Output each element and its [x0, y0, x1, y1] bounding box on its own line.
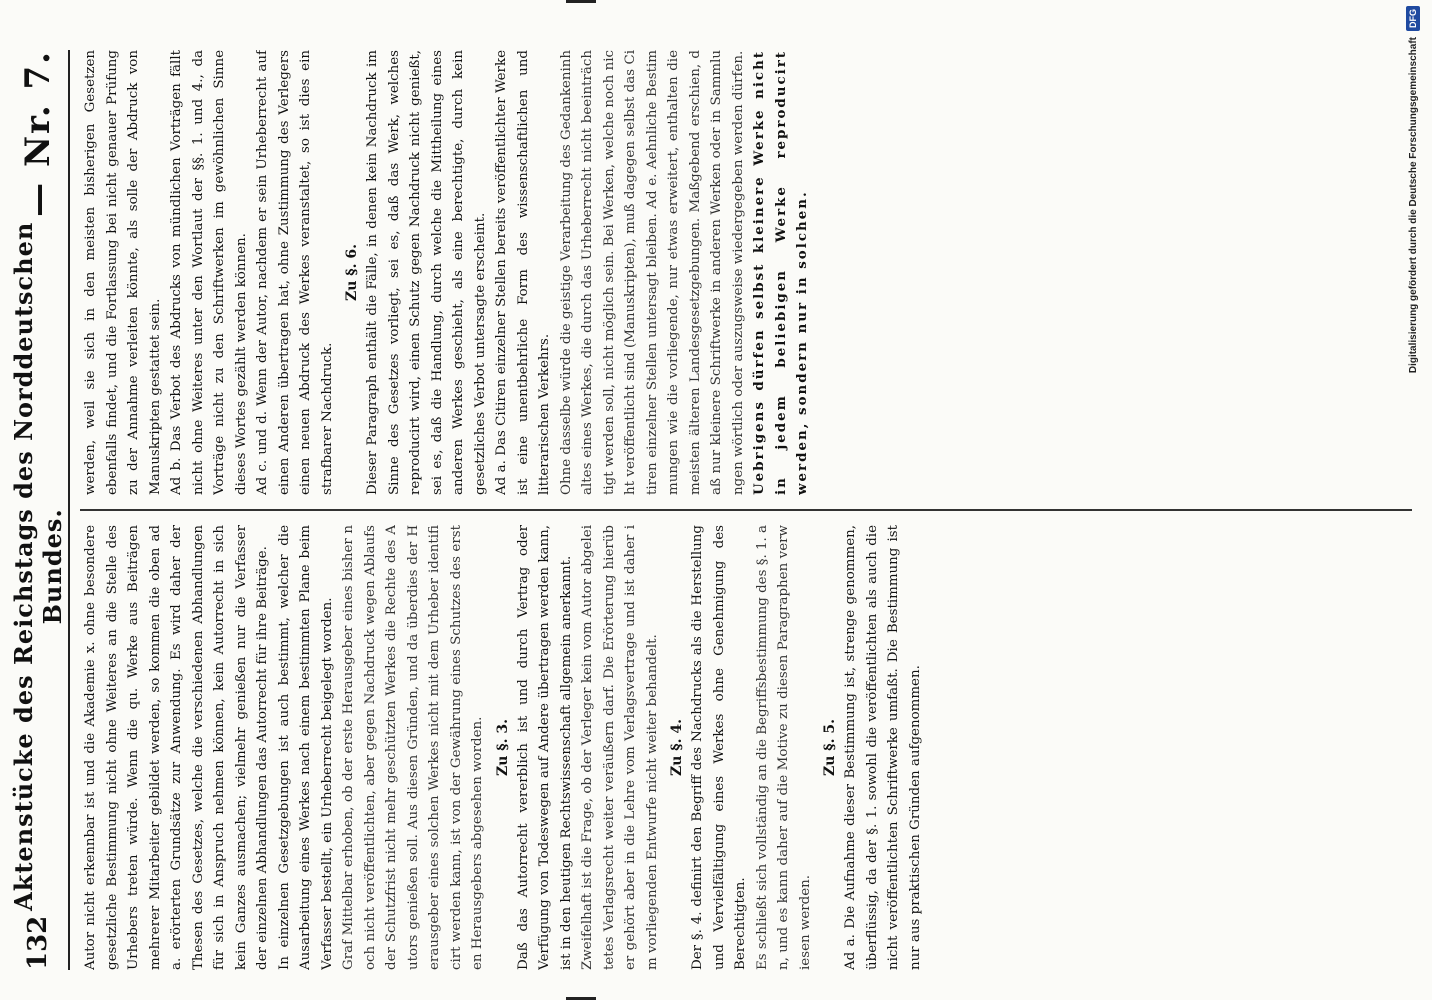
left-rest-2: Aus diesen Gründen, und da überdies der Herausgeber eines solchen Werkes nicht mit dem Urheber identificirt werden kann, ist von der Gewährung eines Schutzes des ersten Herausgebers abgesehen worden.: [405, 525, 485, 970]
left-paragraph-2: In einzelnen Gesetzgebungen ist auch bestimmt, welcher die Ausarbeitung eines Werkes nach einem bestimmten Plane beim Verfasser bestellt, ein Urheberrecht beigelegt worden.: [276, 525, 335, 970]
left-rest-4: Es schließt sich vollständig an die Begriffsbestimmung des §. 1. an, und es kann daher auf die Motive zu diesen Paragraphen verwiesen werden.: [754, 525, 813, 970]
issue-number: — Nr. 7.: [18, 50, 58, 217]
page-number: 132: [23, 915, 53, 970]
right-paragraph-1: werden, weil sie sich in den meisten bisherigen Gesetzen ebenfalls findet, und die Fortlassung bei nicht genauer Prüfung zu der Annahme verleiten könnte, als solle der Abdruck von Manuskripten gestattet sein.: [83, 50, 163, 495]
left-continuation-3: [752, 525, 817, 970]
running-title: Aktenstücke des Reichstags des Norddeutschen Bundes.: [9, 221, 67, 911]
left-heading-3: Zu §. 5.: [822, 719, 838, 776]
right-paragraph-2: Ad b. Das Verbot des Abdrucks von mündlichen Vorträgen fällt nicht ohne Weiteres unter den Wortlaut der §§. 1. und 4., da Vorträge nicht zu den Schriftwerken im gewöhnlichen Sinne dieses Wortes gezählt werden können.: [169, 50, 249, 495]
right-rest-1: Ohne dasselbe würde die geistige Verarbeitung des Gedankeninhaltes eines Werkes, die durch das Urheberrecht nicht beeinträchtigt werden soll, nicht möglich sein.: [558, 50, 617, 495]
left-rest-3: Zweifelhaft ist die Frage, ob der Verleger kein vom Autor abgeleitetes Verlagsrecht weiter veräußern darf. Die Erörterung hierüber gehört aber in die Lehre vom Verlagsvertrage und ist daher im vorliegenden Entwurfe nicht weiter behandelt.: [580, 525, 660, 970]
right-paragraph-6: Uebrigens dürfen selbst kleinere Werke nicht in jedem beliebigen Werke reproducirt werden, sondern nur in solchen.: [751, 50, 810, 495]
dfg-logo: DFG: [1406, 6, 1420, 31]
right-paragraph-5: Ad a. Das Citiren einzelner Stellen bereits veröffentlichter Werke ist eine unentbehrliche Form des wissenschaftlichen und litterarischen Verkehrs.: [494, 50, 552, 495]
page-header: [8, 50, 70, 970]
scan-mark-top: [566, 0, 596, 3]
left-paragraph-5: Ad a. Die Aufnahme dieser Bestimmung ist, strenge genommen, überflüssig, da der §. 1. sowohl die veröffentlichten als auch die nicht veröffentlichten Schriftwerke umfaßt. Die Bestimmung ist nur aus praktischen Gründen aufgenommen.: [843, 525, 923, 970]
left-column: [80, 525, 1412, 970]
left-paragraph-1: Autor nicht erkennbar ist und die Akademie x. ohne besondere gesetzliche Bestimmung nicht ohne Weiteres an die Stelle des Urhebers treten würde. Wenn die qu. Werke aus Beiträgen mehrerer Mitarbeiter gebildet werden, so kommen die oben ad a. erörterten Grundsätze zur Anwendung. Es wird daher der Thesen des Gesetzes, welche die verschiedenen Abhandlungen für sich in Anspruch nehmen können, kein Autorrecht in sich kein Ganzes ausmachen; vielmehr genießen nur die Verfasser der einzelnen Abhandlungen das Autorrecht für ihre Beiträge.: [83, 525, 270, 970]
right-paragraph-3: Ad c. und d. Wenn der Autor, nachdem er sein Urheberrecht auf einen Anderen übertragen hat, ohne Zustimmung des Verlegers einen neuen Abdruck des Werkes veranstaltet, so ist dies ein strafbarer Nachdruck.: [255, 50, 335, 495]
dfg-credit-text: Digitalisierung gefördert durch die Deutsche Forschungsgemeinschaft: [1407, 37, 1419, 374]
column-divider: [80, 509, 1412, 511]
right-rest-4: Maßgebend erschien, daß nur kleinere Schriftwerke in anderen Werken oder in Sammlungen wörtlich oder auszugsweise wiedergegeben werden dürfen.: [687, 50, 746, 495]
left-paragraph-4: Der §. 4. definirt den Begriff des Nachdrucks als die Herstellung und Vervielfältigung eines Werkes ohne Genehmigung des Berechtigten.: [690, 525, 748, 970]
text-columns: [80, 50, 1412, 970]
right-column: [80, 50, 1412, 495]
right-rest-2: Bei Werken, welche noch nicht veröffentlicht sind (Manuskripten), muß dagegen selbst das Citiren einzelner Stellen untersagt bleiben.: [601, 50, 660, 495]
right-paragraph-4: Dieser Paragraph enthält die Fälle, in denen kein Nachdruck im Sinne des Gesetzes vorliegt, sei es, daß das Werk, welches reproducirt wird, einen Schutz gegen Nachdruck nicht genießt, sei es, daß die Handlung, durch welche die Mittheilung eines anderen Werkes geschieht, als eine berechtigte, durch kein gesetzliches Verbot untersagte erscheint.: [365, 50, 488, 495]
left-heading-2: Zu §. 4.: [669, 719, 685, 776]
left-heading-1: Zu §. 3.: [494, 719, 511, 776]
left-paragraph-3: Daß das Autorrecht vererblich ist und durch Vertrag oder Verfügung von Todeswegen auf Andere übertragen werden kann, ist in den heutigen Rechtswissenschaft allgemein anerkannt.: [515, 525, 574, 970]
right-continuation: [556, 50, 750, 495]
right-rest-3: Ad e. Aehnliche Bestimmungen wie die vorliegende, nur etwas erweitert, enthalten die meisten älteren Landesgesetzgebungen.: [644, 50, 703, 495]
left-rest-1: Graf Mittelbar erhoben, ob der erste Herausgeber eines bisher noch nicht veröffentlichten, aber gegen Nachdruck wegen Ablaufs der Schutzfrist nicht mehr geschützten Werkes die Rechte des Autors genießen soll.: [341, 525, 421, 970]
left-continuation-2: [577, 525, 663, 970]
dfg-credit: [1398, 6, 1428, 1000]
right-heading-1: Zu §. 6.: [344, 244, 360, 301]
left-continuation: [338, 525, 489, 970]
